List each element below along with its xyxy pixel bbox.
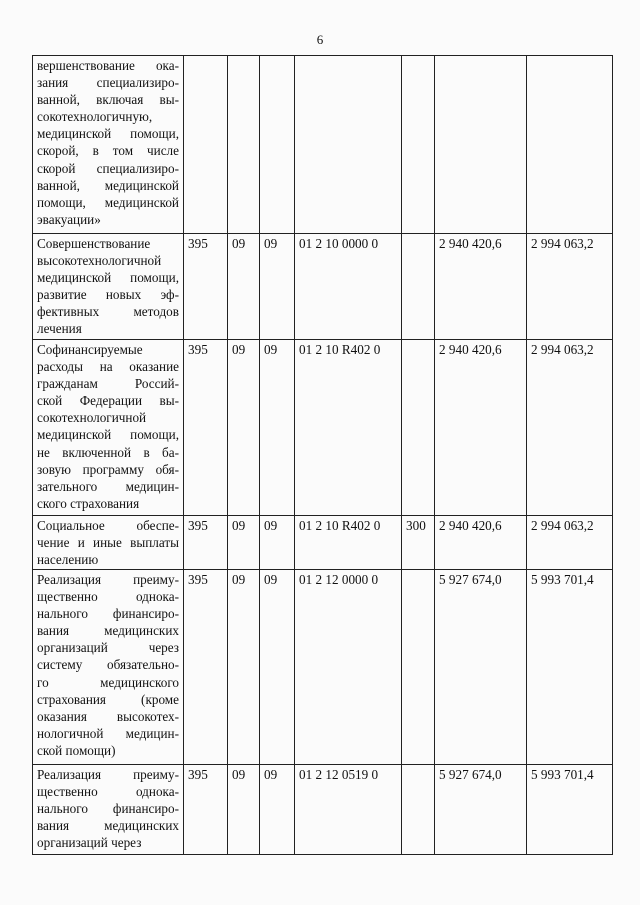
cell-ministry: 395 [184, 765, 228, 855]
cell-expense-type [402, 56, 435, 234]
cell-subsection [260, 56, 295, 234]
cell-section [228, 56, 260, 234]
name-line: эвакуации» [37, 211, 101, 227]
cell-subsection: 09 [260, 340, 295, 516]
name-line: высокотехнологичной [37, 253, 162, 269]
name-line: ской помощи) [37, 742, 116, 758]
table-row [33, 570, 613, 765]
cell-target-article: 01 2 10 R402 0 [295, 516, 402, 570]
name-line: не включенной в ба- [37, 444, 179, 460]
name-line: Софинансируемые [37, 342, 143, 357]
cell-name [33, 340, 184, 516]
name-line: развитие новых эф- [37, 287, 179, 303]
name-line: чение и иные выплаты [37, 535, 179, 551]
name-line: Социальное обеспе- [37, 518, 179, 533]
table-row [33, 340, 613, 516]
name-line: медицинской помощи, [37, 126, 179, 142]
cell-name [33, 570, 184, 765]
table-row [33, 56, 613, 234]
table-row [33, 234, 613, 340]
cell-expense-type [402, 765, 435, 855]
cell-amount-year-2 [527, 56, 613, 234]
cell-ministry [184, 56, 228, 234]
cell-subsection: 09 [260, 516, 295, 570]
name-line: вершенствование ока- [37, 58, 179, 73]
cell-subsection: 09 [260, 234, 295, 340]
cell-name [33, 516, 184, 570]
name-line: сокотехнологичной [37, 410, 147, 426]
cell-expense-type: 300 [402, 516, 435, 570]
cell-expense-type [402, 234, 435, 340]
name-line: вания медицинских [37, 818, 179, 834]
cell-ministry: 395 [184, 234, 228, 340]
cell-section: 09 [228, 340, 260, 516]
table-row [33, 516, 613, 570]
page-number: 6 [316, 32, 324, 47]
name-line: населению [37, 552, 99, 568]
cell-ministry: 395 [184, 516, 228, 570]
name-line: медицинской помощи, [37, 427, 179, 443]
name-line: страхования (кроме [37, 691, 179, 707]
cell-target-article: 01 2 10 R402 0 [295, 340, 402, 516]
cell-amount-year-1 [435, 56, 527, 234]
name-line: сокотехнологичную, [37, 109, 153, 125]
name-line: Реализация преиму- [37, 767, 179, 782]
name-line: нального финансиро- [37, 801, 179, 817]
cell-amount-year-2: 5 993 701,4 [527, 765, 613, 855]
name-line: ского страхования [37, 495, 140, 511]
name-line: организаций через [37, 640, 179, 656]
name-line: скорой, в том числе [37, 143, 179, 159]
table-body [33, 56, 613, 855]
cell-ministry: 395 [184, 570, 228, 765]
name-line: гражданам Россий- [37, 376, 179, 392]
name-line: ванной, включая вы- [37, 92, 179, 108]
cell-amount-year-1: 5 927 674,0 [435, 765, 527, 855]
cell-name [33, 234, 184, 340]
cell-amount-year-1: 2 940 420,6 [435, 340, 527, 516]
name-line: зовую программу обя- [37, 461, 179, 477]
table-row [33, 765, 613, 855]
cell-expense-type [402, 340, 435, 516]
name-line: зательного медицин- [37, 478, 179, 494]
cell-name [33, 56, 184, 234]
name-line: лечения [37, 321, 82, 337]
cell-amount-year-1: 2 940 420,6 [435, 234, 527, 340]
cell-section: 09 [228, 234, 260, 340]
name-line: оказания высокотех- [37, 708, 179, 724]
name-line: скорой специализиро- [37, 160, 179, 176]
name-line: щественно однока- [37, 784, 179, 800]
cell-section: 09 [228, 765, 260, 855]
name-line: зания специализиро- [37, 75, 179, 91]
cell-section: 09 [228, 516, 260, 570]
cell-amount-year-1: 5 927 674,0 [435, 570, 527, 765]
cell-ministry: 395 [184, 340, 228, 516]
name-line: расходы на оказание [37, 359, 179, 375]
name-line: го медицинского [37, 674, 179, 690]
cell-name [33, 765, 184, 855]
cell-target-article: 01 2 12 0000 0 [295, 570, 402, 765]
cell-subsection: 09 [260, 765, 295, 855]
name-line: щественно однока- [37, 589, 179, 605]
name-line: помощи, медицинской [37, 194, 179, 210]
cell-amount-year-2: 2 994 063,2 [527, 234, 613, 340]
cell-subsection: 09 [260, 570, 295, 765]
name-line: Совершенствование [37, 236, 151, 251]
name-line: фективных методов [37, 304, 179, 320]
name-line: нологичной медицин- [37, 725, 179, 741]
cell-amount-year-2: 5 993 701,4 [527, 570, 613, 765]
name-line: организаций через [37, 835, 142, 851]
name-line: нального финансиро- [37, 606, 179, 622]
cell-expense-type [402, 570, 435, 765]
cell-amount-year-2: 2 994 063,2 [527, 340, 613, 516]
cell-amount-year-2: 2 994 063,2 [527, 516, 613, 570]
name-line: Реализация преиму- [37, 572, 179, 587]
cell-amount-year-1: 2 940 420,6 [435, 516, 527, 570]
cell-target-article: 01 2 12 0519 0 [295, 765, 402, 855]
name-line: систему обязательно- [37, 657, 179, 673]
budget-table [32, 55, 613, 855]
name-line: ванной, медицинской [37, 177, 179, 193]
name-line: медицинской помощи, [37, 270, 179, 286]
cell-target-article [295, 56, 402, 234]
cell-section: 09 [228, 570, 260, 765]
cell-target-article: 01 2 10 0000 0 [295, 234, 402, 340]
name-line: ской Федерации вы- [37, 393, 179, 409]
name-line: вания медицинских [37, 623, 179, 639]
